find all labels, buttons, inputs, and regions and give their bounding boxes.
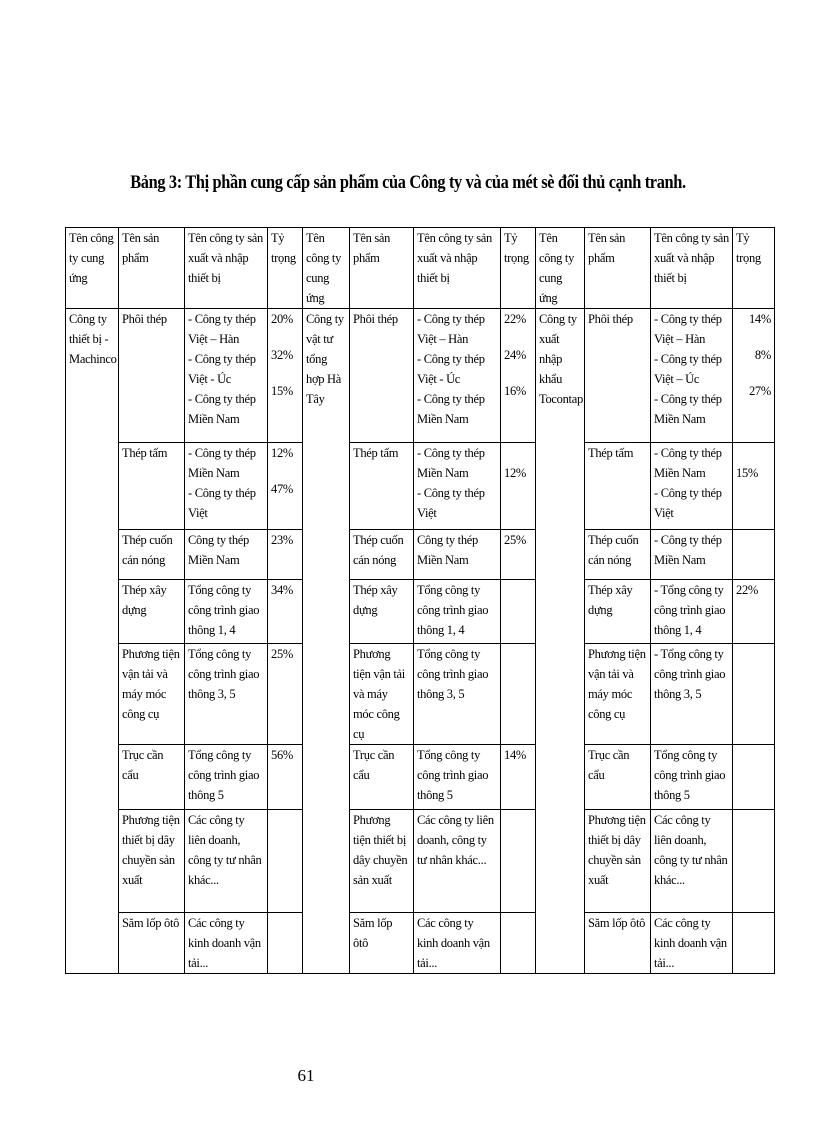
product-cell: Phương tiện vận tải và máy móc công cụ xyxy=(585,644,651,745)
market-share-table xyxy=(65,227,775,974)
share-cell xyxy=(501,913,536,974)
header-cell: Tỷ trọng xyxy=(268,228,303,309)
header-cell: Tên sản phẩm xyxy=(119,228,185,309)
cell-line: 15% xyxy=(271,384,294,398)
share-cell xyxy=(501,644,536,745)
cell-line: - Công ty thép Việt xyxy=(654,486,722,520)
maker-cell xyxy=(651,443,733,530)
cell-line: Công ty thép Miền Nam xyxy=(417,533,478,567)
cell-line: - Công ty thép Việt xyxy=(417,486,485,520)
cell-line: 14% xyxy=(504,748,527,762)
cell-line: - Công ty thép Việt – Hàn xyxy=(654,312,722,346)
cell-line: Tổng công ty công trình giao thông 5 xyxy=(654,748,726,802)
share-cell xyxy=(733,810,775,913)
cell-line: 12% xyxy=(271,446,294,460)
share-cell xyxy=(733,443,775,530)
table-title: Bảng 3: Thị phần cung cấp sản phẩm của Công ty và của mét sè đối thủ cạnh tranh. xyxy=(130,172,686,193)
cell-line: - Công ty thép Việt - Úc xyxy=(188,352,256,386)
cell-line: 12% xyxy=(504,466,527,480)
cell-line: 8% xyxy=(754,348,771,362)
cell-line: 25% xyxy=(504,533,527,547)
share-cell xyxy=(501,530,536,580)
cell-line: - Công ty thép Miền Nam xyxy=(188,446,256,480)
cell-line: Tổng công ty công trình giao thông 3, 5 xyxy=(417,647,489,701)
cell-line: - Công ty thép Miền Nam xyxy=(188,392,256,426)
product-cell: Trục cần cẩu xyxy=(585,745,651,810)
maker-cell xyxy=(185,644,268,745)
cell-line: - Công ty thép Việt - Úc xyxy=(417,352,485,386)
maker-cell xyxy=(414,309,501,443)
table-row xyxy=(66,810,775,913)
header-cell: Tên công ty cung ứng xyxy=(66,228,119,309)
table-row xyxy=(66,309,775,443)
maker-cell xyxy=(651,309,733,443)
page-number: 61 xyxy=(297,1066,315,1085)
cell-line: Tổng công ty công trình giao thông 5 xyxy=(188,748,260,802)
product-cell: Phương tiện vận tải và máy móc công cụ xyxy=(350,644,414,745)
share-cell xyxy=(268,644,303,745)
cell-line: 25% xyxy=(271,647,294,661)
product-cell: Thép tấm xyxy=(350,443,414,530)
share-cell xyxy=(501,580,536,644)
maker-cell xyxy=(651,580,733,644)
cell-line: Tổng công ty công trình giao thông 5 xyxy=(417,748,489,802)
table-row xyxy=(66,644,775,745)
maker-cell xyxy=(651,644,733,745)
product-cell: Thép xây dựng xyxy=(585,580,651,644)
table-row xyxy=(66,530,775,580)
maker-cell xyxy=(185,309,268,443)
cell-line: - Công ty thép Việt – Úc xyxy=(654,352,722,386)
product-cell: Thép cuốn cán nóng xyxy=(350,530,414,580)
maker-cell xyxy=(185,530,268,580)
maker-cell xyxy=(185,443,268,530)
table-row xyxy=(66,913,775,974)
header-cell: Tên công ty cung ứng xyxy=(303,228,350,309)
cell-line: 23% xyxy=(271,533,294,547)
maker-cell xyxy=(651,745,733,810)
product-cell: Trục cần cẩu xyxy=(350,745,414,810)
maker-cell xyxy=(185,913,268,974)
maker-cell xyxy=(414,580,501,644)
share-cell xyxy=(501,810,536,913)
share-cell xyxy=(268,309,303,443)
maker-cell xyxy=(414,810,501,913)
cell-line: Các công ty liên doanh, công ty tư nhân khác... xyxy=(654,813,728,887)
share-cell xyxy=(268,530,303,580)
cell-line: 22% xyxy=(736,583,759,597)
supplier-cell: Công ty vật tư tổng hợp Hà Tây xyxy=(303,309,350,974)
cell-line: 16% xyxy=(504,384,527,398)
cell-line: - Công ty thép Việt xyxy=(188,486,256,520)
cell-line: - Công ty thép Việt – Hàn xyxy=(188,312,256,346)
share-cell xyxy=(733,745,775,810)
maker-cell xyxy=(651,810,733,913)
supplier-cell: Công ty thiết bị - Machinco xyxy=(66,309,119,974)
header-cell: Tên công ty sản xuất và nhập thiết bị xyxy=(185,228,268,309)
maker-cell xyxy=(651,530,733,580)
product-cell: Phương tiện thiết bị dây chuyền sản xuất xyxy=(119,810,185,913)
share-cell xyxy=(268,443,303,530)
share-cell xyxy=(268,580,303,644)
header-cell: Tên công ty cung ứng xyxy=(536,228,585,309)
product-cell: Phôi thép xyxy=(119,309,185,443)
product-cell: Thép tấm xyxy=(119,443,185,530)
maker-cell xyxy=(414,913,501,974)
header-cell: Tên sản phẩm xyxy=(350,228,414,309)
cell-line: 56% xyxy=(271,748,294,762)
cell-line: - Công ty thép Miền Nam xyxy=(654,446,722,480)
product-cell: Thép cuốn cán nóng xyxy=(585,530,651,580)
table-row xyxy=(66,443,775,530)
maker-cell xyxy=(414,644,501,745)
cell-line: Các công ty kinh doanh vận tải... xyxy=(654,916,727,970)
product-cell: Phương tiện vận tải và máy móc công cụ xyxy=(119,644,185,745)
maker-cell xyxy=(414,443,501,530)
product-cell: Săm lốp ôtô xyxy=(350,913,414,974)
maker-cell xyxy=(414,530,501,580)
share-cell xyxy=(268,810,303,913)
cell-line: - Công ty thép Miền Nam xyxy=(654,533,722,567)
share-cell xyxy=(733,309,775,443)
table-row xyxy=(66,580,775,644)
cell-line: Tổng công ty công trình giao thông 3, 5 xyxy=(188,647,260,701)
cell-line: 22% xyxy=(504,312,527,326)
share-cell xyxy=(501,745,536,810)
header-cell: Tên công ty sản xuất và nhập thiết bị xyxy=(414,228,501,309)
cell-line: Tổng công ty công trình giao thông 1, 4 xyxy=(417,583,489,637)
cell-line: - Công ty thép Việt – Hàn xyxy=(417,312,485,346)
cell-line: 32% xyxy=(271,348,294,362)
cell-line: - Công ty thép Miền Nam xyxy=(654,392,722,426)
header-row xyxy=(66,228,775,309)
maker-cell xyxy=(185,745,268,810)
header-cell: Tỷ trọng xyxy=(501,228,536,309)
product-cell: Phôi thép xyxy=(350,309,414,443)
share-cell xyxy=(268,913,303,974)
share-cell xyxy=(733,913,775,974)
maker-cell xyxy=(185,580,268,644)
cell-line: - Tổng công ty công trình giao thông 1, 4 xyxy=(654,583,726,637)
cell-line: Các công ty liên doanh, công ty tư nhân khác... xyxy=(188,813,262,887)
product-cell: Săm lốp ôtô xyxy=(585,913,651,974)
product-cell: Thép xây dựng xyxy=(119,580,185,644)
product-cell: Trục cần cẩu xyxy=(119,745,185,810)
share-cell xyxy=(733,580,775,644)
share-cell xyxy=(733,530,775,580)
product-cell: Phương tiện thiết bị dây chuyền sản xuất xyxy=(350,810,414,913)
table-body xyxy=(66,228,775,974)
maker-cell xyxy=(185,810,268,913)
product-cell: Phôi thép xyxy=(585,309,651,443)
cell-line: - Tổng công ty công trình giao thông 3, 5 xyxy=(654,647,726,701)
product-cell: Săm lốp ôtô xyxy=(119,913,185,974)
product-cell: Thép cuốn cán nóng xyxy=(119,530,185,580)
header-cell: Tên công ty sản xuất và nhập thiết bị xyxy=(651,228,733,309)
cell-line: Các công ty kinh doanh vận tải... xyxy=(188,916,261,970)
cell-line: - Công ty thép Miền Nam xyxy=(417,392,485,426)
header-cell: Tên sản phẩm xyxy=(585,228,651,309)
cell-line: 20% xyxy=(271,312,294,326)
cell-line: 24% xyxy=(504,348,527,362)
cell-line: Tổng công ty công trình giao thông 1, 4 xyxy=(188,583,260,637)
supplier-cell: Công ty xuất nhập khẩu Tocontap xyxy=(536,309,585,974)
cell-line: 47% xyxy=(271,482,294,496)
product-cell: Thép tấm xyxy=(585,443,651,530)
maker-cell xyxy=(414,745,501,810)
share-cell xyxy=(268,745,303,810)
table-row xyxy=(66,745,775,810)
cell-line: Các công ty liên doanh, công ty tư nhân khác... xyxy=(417,813,494,867)
cell-line: Các công ty kinh doanh vận tải... xyxy=(417,916,490,970)
cell-line: - Công ty thép Miền Nam xyxy=(417,446,485,480)
cell-line: 27% xyxy=(748,384,771,398)
share-cell xyxy=(501,443,536,530)
share-cell xyxy=(733,644,775,745)
cell-line: Công ty thép Miền Nam xyxy=(188,533,249,567)
cell-line: 34% xyxy=(271,583,294,597)
cell-line: 15% xyxy=(736,466,759,480)
share-cell xyxy=(501,309,536,443)
maker-cell xyxy=(651,913,733,974)
header-cell: Tỷ trọng xyxy=(733,228,775,309)
product-cell: Phương tiện thiết bị dây chuyền sản xuất xyxy=(585,810,651,913)
product-cell: Thép xây dựng xyxy=(350,580,414,644)
cell-line: 14% xyxy=(748,312,771,326)
